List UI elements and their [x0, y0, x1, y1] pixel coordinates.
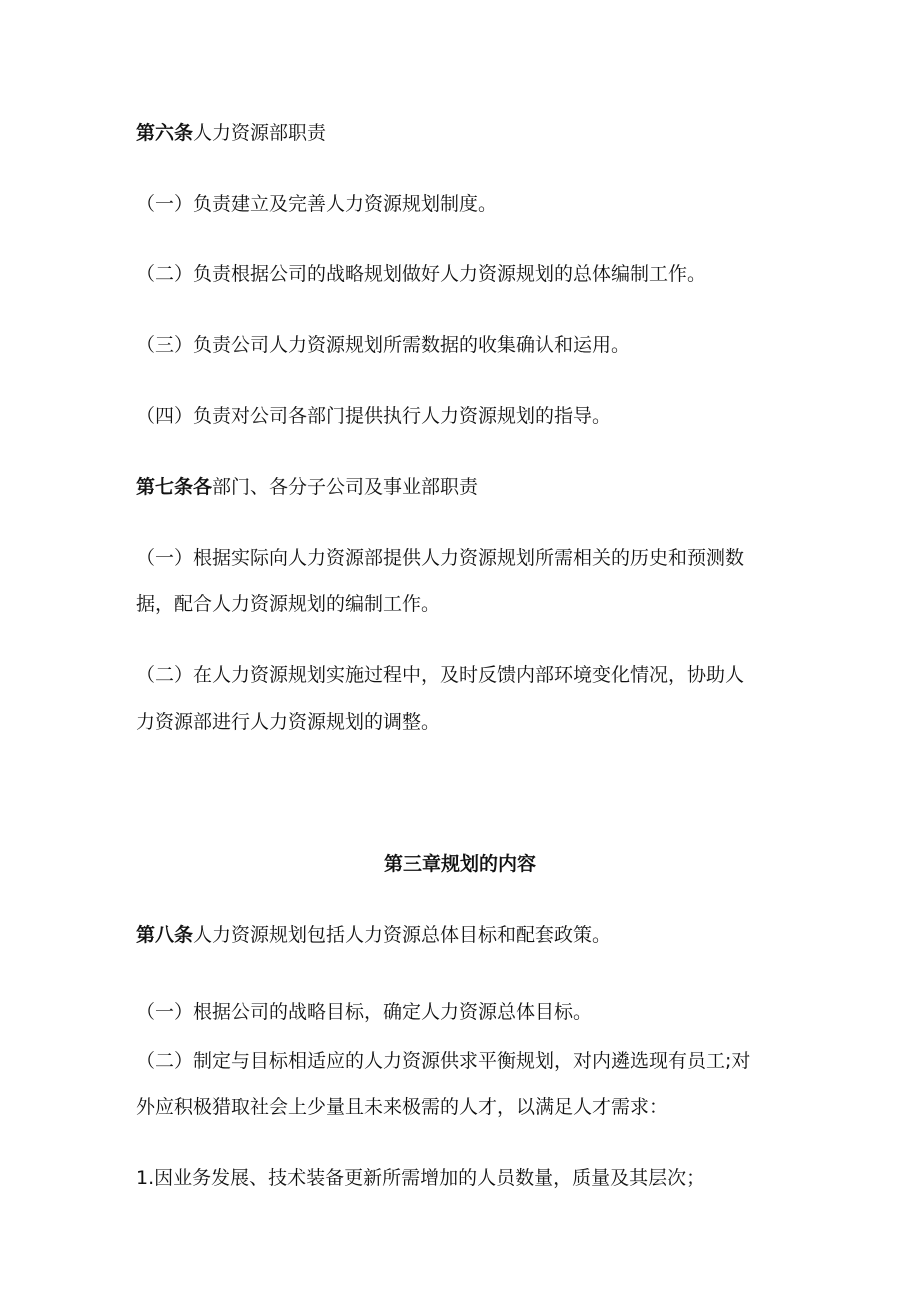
- article-8-item-1: （一）根据公司的战略目标，确定人力资源总体目标。: [136, 1001, 593, 1023]
- article-8-heading: [136, 922, 796, 948]
- article-7-item-1-line-2: 据，配合人力资源规划的编制工作。: [136, 593, 441, 615]
- article-6-item-1: （一）负责建立及完善人力资源规划制度。: [136, 193, 498, 215]
- article-6-item-2: （二）负责根据公司的战略规划做好人力资源规划的总体编制工作。: [136, 263, 707, 285]
- article-7-title: 部门、各分子公司及事业部职责: [212, 476, 479, 498]
- article-7-item-2-line-2: 力资源部进行人力资源规划的调整。: [136, 711, 441, 733]
- article-8-point-1: 1.因业务发展、技术装备更新所需增加的人员数量，质量及其层次；: [136, 1167, 706, 1189]
- article-8-item-2-line-2: 外应积极猎取社会上少量且未来极需的人才，以满足人才需求：: [136, 1096, 669, 1118]
- article-6-item-3: （三）负责公司人力资源规划所需数据的收集确认和运用。: [136, 334, 631, 356]
- article-8-label: 第八条: [136, 924, 194, 946]
- article-7-label: 第七条各: [136, 476, 213, 498]
- article-6-title: 人力资源部职责: [193, 122, 327, 144]
- article-7-item-2-line-1: （二）在人力资源规划实施过程中，及时反馈内部环境变化情况，协助人: [136, 664, 745, 686]
- article-6-item-4: （四）负责对公司各部门提供执行人力资源规划的指导。: [136, 405, 612, 427]
- article-8-title: 人力资源规划包括人力资源总体目标和配套政策。: [193, 924, 612, 946]
- chapter-3-title: 第三章规划的内容: [383, 853, 536, 875]
- article-7-item-1-line-1: （一）根据实际向人力资源部提供人力资源规划所需相关的历史和预测数: [136, 547, 745, 569]
- article-6-heading: [136, 120, 796, 146]
- article-8-item-2-line-1: （二）制定与目标相适应的人力资源供求平衡规划，对内遴选现有员工;对: [136, 1050, 751, 1072]
- article-6-label: 第六条: [136, 122, 194, 144]
- article-7-heading: [136, 474, 796, 500]
